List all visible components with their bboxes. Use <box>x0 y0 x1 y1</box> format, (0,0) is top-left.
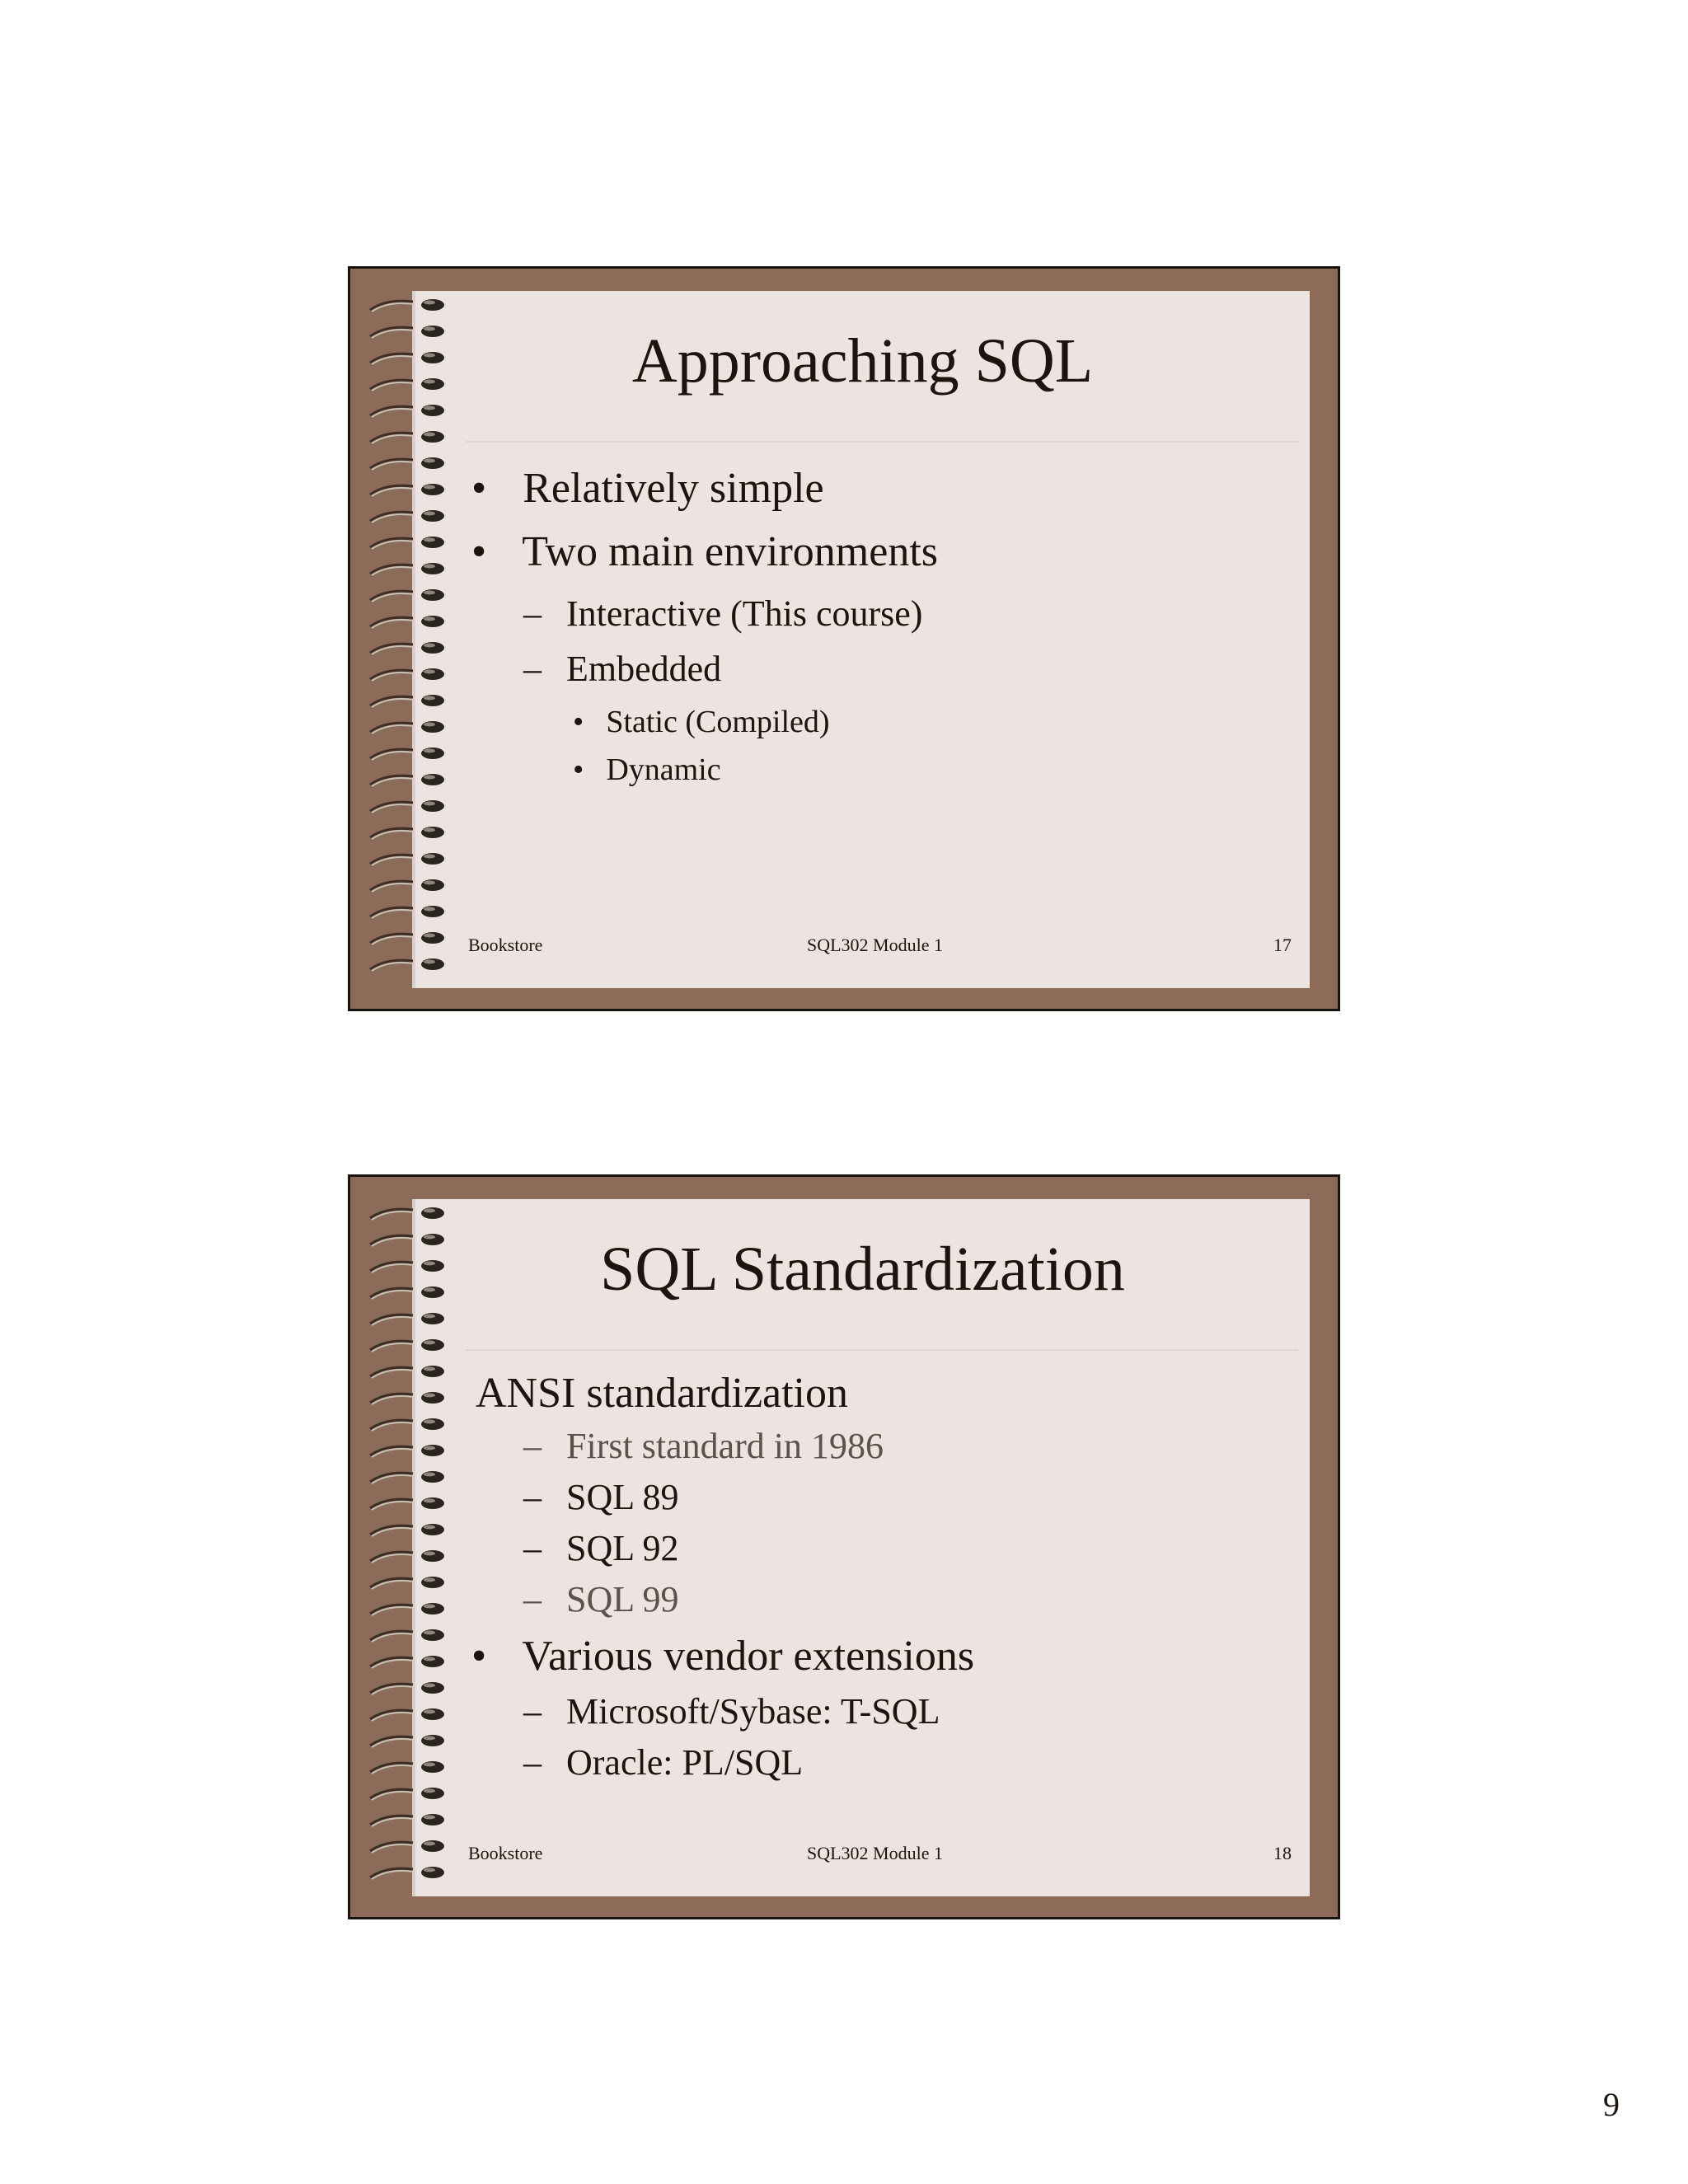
page-number: 9 <box>1603 2086 1620 2123</box>
binding-hole-sheen <box>424 485 435 490</box>
bullet-marker: – <box>523 649 542 689</box>
bullet-marker: – <box>523 593 542 634</box>
binding-hole-sheen <box>424 696 435 701</box>
bullet-text: Oracle: PL/SQL <box>566 1742 804 1783</box>
bullet-marker: – <box>523 1426 542 1466</box>
bullet-item <box>471 1635 974 1678</box>
bullet-text: SQL 99 <box>566 1579 679 1619</box>
bullet-marker: • <box>471 528 487 575</box>
footer-left: Bookstore <box>468 935 543 955</box>
binding-hole-sheen <box>424 960 435 964</box>
binding-hole-sheen <box>424 855 435 859</box>
binding-hole-sheen <box>424 1710 435 1714</box>
footer-center: SQL302 Module 1 <box>807 1843 943 1863</box>
bullet-text: SQL 89 <box>566 1477 679 1517</box>
bullet-text: Various vendor extensions <box>522 1633 975 1680</box>
binding-hole-sheen <box>424 1552 435 1556</box>
sub-bullet-item <box>523 1428 884 1465</box>
slide-sql-standardization <box>348 1174 1340 1919</box>
binding-hole-sheen <box>424 1394 435 1398</box>
bullet-text: Microsoft/Sybase: T-SQL <box>566 1691 940 1732</box>
binding-hole-sheen <box>424 301 435 305</box>
slide-title: SQL Standardization <box>600 1235 1125 1304</box>
slide-title: Approaching SQL <box>631 326 1094 396</box>
sub-sub-bullet-item <box>573 754 721 785</box>
binding-hole-sheen <box>424 1605 435 1609</box>
bullet-text: Embedded <box>566 649 722 689</box>
bullet-item <box>471 467 824 510</box>
footer-center: SQL302 Module 1 <box>807 935 943 955</box>
bullet-text: Dynamic <box>606 752 721 787</box>
spiral-binding-icon <box>362 1200 461 1892</box>
binding-hole-sheen <box>424 1816 435 1820</box>
binding-hole-sheen <box>424 617 435 621</box>
binding-hole-sheen <box>424 1367 435 1371</box>
binding-hole-sheen <box>424 406 435 410</box>
binding-hole-sheen <box>424 1842 435 1846</box>
binding-hole-sheen <box>424 644 435 648</box>
binding-hole-sheen <box>424 828 435 832</box>
slide-approaching-sql <box>348 266 1340 1011</box>
binding-hole-sheen <box>424 1789 435 1793</box>
sub-bullet-item <box>523 1742 804 1783</box>
bullet-marker: – <box>523 1579 542 1619</box>
binding-hole-sheen <box>424 1763 435 1767</box>
binding-hole-sheen <box>424 1631 435 1635</box>
sub-bullet-item <box>523 1691 940 1732</box>
bullet-marker: • <box>573 752 584 787</box>
binding-hole-sheen <box>424 723 435 727</box>
sub-bullet-item <box>523 1479 679 1516</box>
binding-hole-sheen <box>424 1657 435 1661</box>
sub-bullet-item <box>523 593 923 634</box>
slide-number: 17 <box>1273 935 1292 955</box>
binding-hole-sheen <box>424 538 435 542</box>
bullet-text: Relatively simple <box>523 465 824 512</box>
bullet-item <box>476 1372 848 1415</box>
bullet-marker: – <box>523 1691 542 1732</box>
binding-hole-sheen <box>424 1684 435 1688</box>
bullet-text: SQL 92 <box>566 1528 679 1568</box>
binding-hole-sheen <box>424 776 435 780</box>
bullet-text: Interactive (This course) <box>566 593 923 634</box>
bullet-marker: • <box>471 465 487 512</box>
binding-hole-sheen <box>424 565 435 569</box>
bullet-text: ANSI standardization <box>476 1370 849 1417</box>
binding-hole-sheen <box>424 1209 435 1213</box>
binding-hole-sheen <box>424 749 435 753</box>
binding-hole-sheen <box>424 1526 435 1530</box>
binding-hole-sheen <box>424 1473 435 1477</box>
sub-sub-bullet-item <box>573 706 830 738</box>
binding-hole-sheen <box>424 881 435 885</box>
bullet-item <box>471 528 938 575</box>
binding-hole-sheen <box>424 1736 435 1741</box>
binding-hole-sheen <box>424 907 435 912</box>
binding-hole-sheen <box>424 1420 435 1424</box>
binding-hole-sheen <box>424 433 435 437</box>
bullet-marker: – <box>523 1528 542 1568</box>
bullet-text: Static (Compiled) <box>606 705 830 739</box>
binding-hole-sheen <box>424 1868 435 1872</box>
bullet-marker: • <box>471 1633 487 1680</box>
binding-hole-sheen <box>424 512 435 516</box>
binding-hole-sheen <box>424 1499 435 1503</box>
sub-bullet-item <box>523 1530 679 1567</box>
bullet-marker: – <box>523 1477 542 1517</box>
binding-hole-sheen <box>424 934 435 938</box>
bullet-text: First standard in 1986 <box>566 1426 884 1466</box>
binding-hole-sheen <box>424 802 435 806</box>
bullet-marker: • <box>573 705 584 739</box>
binding-hole-sheen <box>424 1315 435 1319</box>
footer-left: Bookstore <box>468 1843 543 1863</box>
slide-number: 18 <box>1273 1843 1292 1863</box>
title-divider <box>466 1349 1298 1351</box>
binding-hole-sheen <box>424 1341 435 1345</box>
binding-hole-sheen <box>424 1446 435 1451</box>
bullet-text: Two main environments <box>522 528 938 575</box>
spiral-binding-icon <box>362 292 461 984</box>
binding-hole-sheen <box>424 591 435 595</box>
sub-bullet-item <box>523 1579 679 1619</box>
bullet-marker: – <box>523 1742 542 1783</box>
title-divider <box>466 441 1298 443</box>
binding-hole-sheen <box>424 459 435 463</box>
binding-hole-sheen <box>424 670 435 674</box>
binding-hole-sheen <box>424 1578 435 1582</box>
sub-bullet-item <box>523 651 721 687</box>
